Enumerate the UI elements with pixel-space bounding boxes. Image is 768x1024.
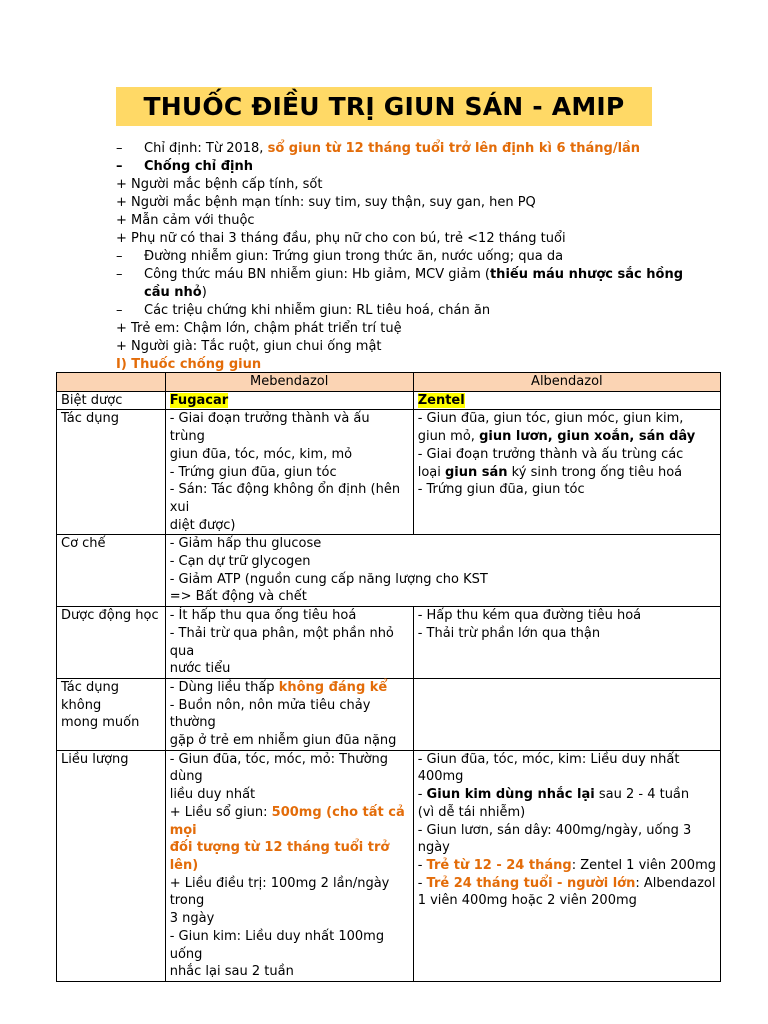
cell-line [418,428,716,446]
cell-text: giun mỏ, [417,429,480,445]
cell-line: - Cạn dự trữ glycogen [169,554,311,570]
cell-text: - [417,787,427,803]
cell-text: - [417,875,427,891]
cell-line: - Thải trừ qua phân, một phần nhỏ qua [169,625,394,659]
cell-line: - Trứng giun đũa, giun tóc [417,482,585,498]
cell-line: - Hấp thu kém qua đường tiêu hoá [417,608,642,624]
cell-line: (vì dễ tái nhiễm) [417,804,526,820]
note-line-indication [116,140,716,158]
note-text: Chỉ định: Từ 2018, [144,141,268,156]
table-cell [413,410,720,535]
brand-name: Zentel [417,392,465,408]
cell-line: => Bất động và chết [169,589,307,605]
cell-line: - Giun đũa, giun tóc, giun móc, giun kim, [417,411,684,427]
cell-line [418,857,716,875]
header-cell-mebendazol: Mebendazol [165,373,413,392]
cell-line: - Buồn nôn, nôn mửa tiêu chảy thường [169,697,371,731]
note-line: + Mẫn cảm với thuộc [116,213,255,228]
dash-bullet: – [116,267,123,282]
note-highlight: sổ giun từ 12 tháng tuổi trở lên định kì 6 tháng/lần [267,141,641,156]
cell-line [170,804,409,839]
cell-line [170,679,409,697]
cell-line: giun đũa, tóc, móc, kim, mỏ [169,446,353,462]
cell-line [418,786,716,804]
cell-bold: giun sán [444,464,508,480]
intro-notes [116,140,716,374]
cell-highlight: 500mg (cho tất cả mọi [169,804,405,838]
row-label: Cơ chế [57,535,166,607]
cell-text: - [417,857,427,873]
label-line: mong muốn [61,715,140,731]
dash-bullet: – [116,141,123,156]
table-row [57,535,721,607]
table-row [57,678,721,750]
cell-line: - Giai đoạn trưởng thành và ấu trùng các [417,446,684,462]
row-label: Tác dụng [57,410,166,535]
table-row [57,391,721,410]
cell-line [418,464,716,482]
note-line: + Phụ nữ có thai 3 tháng đầu, phụ nữ cho con bú, trẻ <12 tháng tuổi [116,231,566,246]
table-cell-merged [165,535,720,607]
cell-line: diệt được) [169,517,236,533]
cell-line: liều duy nhất [169,787,256,803]
row-label: Biệt dược [57,391,166,410]
cell-line: ngày [417,840,450,856]
cell-line: đối tượng từ 12 tháng tuổi trở lên) [169,840,390,873]
header-cell-empty [57,373,166,392]
label-line: Tác dụng không [61,679,120,713]
note-line-contraindication [116,158,716,176]
table-cell [165,410,413,535]
note-text: Chống chỉ định [144,159,254,174]
note-line: + Người mắc bệnh mạn tính: suy tim, suy thận, suy gan, hen PQ [116,195,536,210]
table-cell [165,678,413,750]
table-row [57,607,721,679]
table-cell [165,391,413,410]
cell-line: - Giun đũa, tóc, móc, mỏ: Thường dùng [169,751,389,785]
dash-bullet: – [116,303,123,318]
cell-highlight: Trẻ từ 12 - 24 tháng [426,857,572,873]
cell-line: - Giảm hấp thu glucose [169,536,322,552]
header-cell-albendazol: Albendazol [413,373,720,392]
cell-line: - Giai đoạn trưởng thành và ấu trùng [169,411,370,445]
row-label [57,678,166,750]
page-title: THUỐC ĐIỀU TRỊ GIUN SÁN - AMIP [143,92,625,121]
cell-line: - Thải trừ phần lớn qua thận [417,625,601,641]
table-header-row [57,373,721,392]
dash-bullet: – [116,159,123,174]
cell-line: - Giun đũa, tóc, móc, kim: Liều duy nhất [417,751,680,767]
note-bold: cầu nhỏ [144,285,202,300]
cell-text: loại [417,464,445,480]
cell-highlight: không đáng kể [278,679,388,695]
cell-line: 3 ngày [169,911,215,927]
table-cell [413,750,720,981]
note-bold: thiếu máu nhược sắc hồng [489,267,684,282]
title-banner [116,87,652,126]
brand-name: Fugacar [169,392,229,408]
cell-line: - Giun kim: Liều duy nhất 100mg uống [169,928,385,962]
table-cell [413,391,720,410]
cell-text: + Liều sổ giun: [169,804,272,820]
cell-line: gặp ở trẻ em nhiễm giun đũa nặng [169,733,397,749]
cell-line: nước tiểu [169,661,231,677]
cell-line: - Ít hấp thu qua ống tiêu hoá [169,608,357,624]
row-label: Dược động học [57,607,166,679]
table-cell [413,607,720,679]
note-line: + Người già: Tắc ruột, giun chui ống mật [116,339,382,354]
cell-line: 1 viên 400mg hoặc 2 viên 200mg [417,893,637,909]
cell-text: sau 2 - 4 tuần [594,787,690,803]
note-line-symptoms [116,302,716,320]
cell-highlight: Trẻ 24 tháng tuổi - người lớn [426,875,636,891]
table-cell [165,607,413,679]
table-row [57,410,721,535]
note-text: Công thức máu BN nhiễm giun: Hb giảm, MCV giảm ( [144,267,490,282]
note-line: + Người mắc bệnh cấp tính, sốt [116,177,323,192]
note-text: Các triệu chứng khi nhiễm giun: RL tiêu hoá, chán ăn [144,303,491,318]
cell-line: - Giảm ATP (nguồn cung cấp năng lượng cho KST [169,571,488,587]
cell-line: - Sán: Tác động không ổn định (hên xui [169,482,401,515]
cell-line: + Liều điều trị: 100mg 2 lần/ngày trong [169,875,390,909]
table-cell [165,750,413,981]
row-label: Liều lượng [57,750,166,981]
cell-line: nhắc lại sau 2 tuần [169,964,294,980]
cell-text: ký sinh trong ống tiêu hoá [507,464,683,480]
note-line: + Trẻ em: Chậm lớn, chậm phát triển trí tuệ [116,321,402,336]
cell-line [418,875,716,893]
note-line-continued [116,284,716,302]
cell-line: 400mg [417,769,464,785]
note-text: Đường nhiễm giun: Trứng giun trong thức ăn, nước uống; qua da [144,249,564,264]
drug-comparison-table [56,372,721,982]
cell-bold: Giun kim dùng nhắc lại [426,787,595,803]
note-text: ) [201,285,207,300]
cell-line: - Giun lươn, sán dây: 400mg/ngày, uống 3 [417,822,692,838]
table-cell-empty [413,678,720,750]
cell-text: : Albendazol [635,875,716,891]
note-line-blood-count [116,266,716,284]
note-line-infection-route [116,248,716,266]
section-heading: I) Thuốc chống giun [116,357,262,372]
cell-bold: giun lươn, giun xoắn, sán dây [479,429,696,445]
cell-line: - Trứng giun đũa, giun tóc [169,464,337,480]
cell-text: : Zentel 1 viên 200mg [571,857,716,873]
dash-bullet: – [116,249,123,264]
cell-text: - Dùng liều thấp [169,679,279,695]
table-row [57,750,721,981]
